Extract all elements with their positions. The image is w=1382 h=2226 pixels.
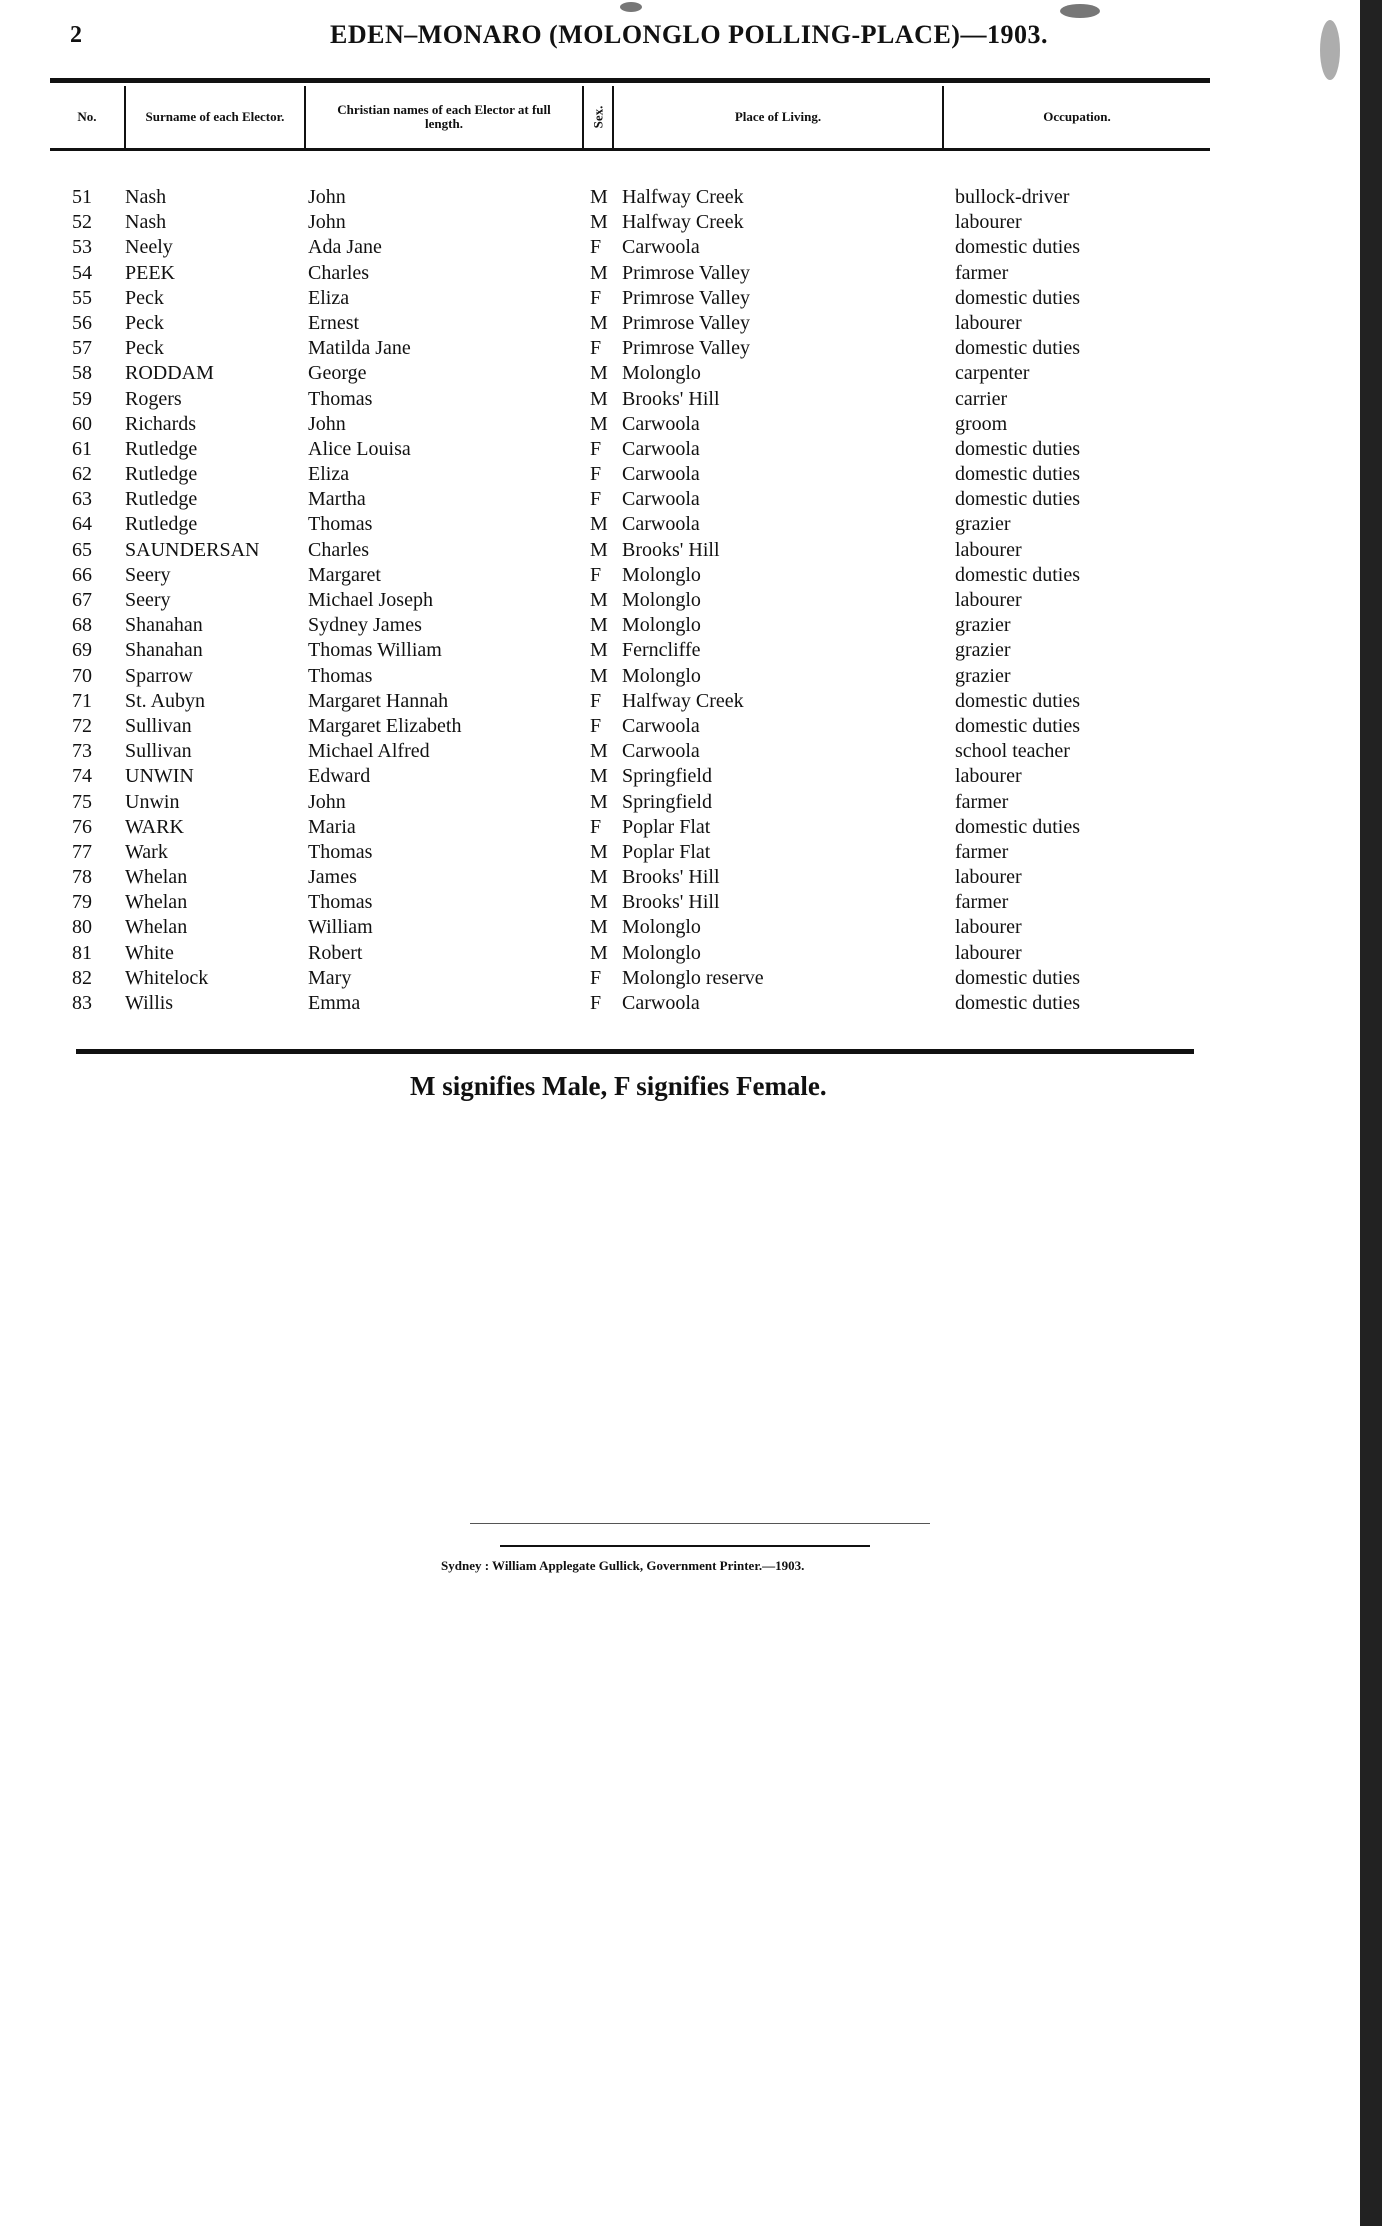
- elector-surname: UNWIN: [125, 765, 194, 788]
- elector-row: [50, 613, 1210, 638]
- elector-sex: F: [590, 689, 602, 712]
- elector-sex: M: [590, 916, 608, 939]
- elector-sex: M: [590, 840, 608, 863]
- elector-occupation: labourer: [955, 765, 1022, 788]
- elector-christian-names: Thomas: [308, 387, 373, 410]
- elector-row: [50, 261, 1210, 286]
- elector-number: 60: [72, 412, 92, 435]
- page-title: EDEN–MONARO (MOLONGLO POLLING-PLACE)—1903.: [330, 20, 1048, 49]
- elector-christian-names: George: [308, 362, 367, 385]
- print-speck: [1060, 4, 1100, 18]
- elector-occupation: labourer: [955, 866, 1022, 889]
- elector-place: Brooks' Hill: [622, 866, 720, 889]
- elector-surname: Seery: [125, 563, 171, 586]
- elector-christian-names: Margaret Hannah: [308, 689, 449, 712]
- elector-occupation: grazier: [955, 513, 1011, 536]
- elector-place: Halfway Creek: [622, 211, 744, 234]
- elector-place: Poplar Flat: [622, 840, 711, 863]
- elector-row: [50, 865, 1210, 890]
- elector-occupation: labourer: [955, 941, 1022, 964]
- elector-place: Primrose Valley: [622, 261, 750, 284]
- elector-place: Molonglo: [622, 362, 701, 385]
- elector-row: [50, 890, 1210, 915]
- elector-place: Carwoola: [622, 412, 700, 435]
- elector-surname: Unwin: [125, 790, 180, 813]
- elector-surname: Whelan: [125, 891, 188, 914]
- elector-occupation: grazier: [955, 639, 1011, 662]
- elector-place: Molonglo: [622, 664, 701, 687]
- elector-christian-names: Alice Louisa: [308, 437, 411, 460]
- elector-surname: Rutledge: [125, 463, 198, 486]
- elector-list: [50, 185, 1210, 1016]
- elector-row: [50, 437, 1210, 462]
- elector-surname: Whelan: [125, 916, 188, 939]
- elector-surname: Nash: [125, 186, 167, 208]
- elector-number: 55: [72, 286, 92, 309]
- elector-sex: M: [590, 891, 608, 914]
- elector-row: [50, 462, 1210, 487]
- elector-surname: Sullivan: [125, 714, 192, 737]
- elector-christian-names: Emma: [308, 992, 361, 1014]
- elector-row: [50, 790, 1210, 815]
- elector-occupation: domestic duties: [955, 689, 1080, 712]
- elector-christian-names: Thomas: [308, 664, 373, 687]
- elector-sex: M: [590, 186, 608, 208]
- elector-place: Ferncliffe: [622, 639, 701, 662]
- elector-occupation: labourer: [955, 589, 1022, 611]
- elector-place: Carwoola: [622, 714, 700, 737]
- elector-row: [50, 361, 1210, 386]
- elector-christian-names: Ernest: [308, 311, 360, 334]
- elector-surname: Rutledge: [125, 437, 198, 460]
- elector-occupation: domestic duties: [955, 563, 1080, 586]
- elector-surname: RODDAM: [125, 362, 214, 385]
- elector-sex: F: [590, 236, 602, 259]
- elector-surname: Shanahan: [125, 614, 203, 637]
- elector-number: 82: [72, 966, 92, 989]
- elector-sex: M: [590, 740, 608, 763]
- elector-place: Halfway Creek: [622, 186, 744, 208]
- elector-number: 62: [72, 463, 92, 486]
- elector-place: Carwoola: [622, 236, 700, 259]
- elector-occupation: domestic duties: [955, 437, 1080, 460]
- elector-place: Brooks' Hill: [622, 891, 720, 914]
- elector-place: Carwoola: [622, 437, 700, 460]
- elector-sex: M: [590, 790, 608, 813]
- elector-place: Halfway Creek: [622, 689, 744, 712]
- elector-place: Molonglo: [622, 589, 701, 611]
- elector-row: [50, 840, 1210, 865]
- elector-number: 64: [72, 513, 92, 536]
- elector-sex: F: [590, 815, 602, 838]
- elector-christian-names: Margaret Elizabeth: [308, 714, 462, 737]
- elector-number: 63: [72, 488, 92, 511]
- elector-row: [50, 311, 1210, 336]
- sex-legend: M signifies Male, F signifies Female.: [410, 1071, 827, 1101]
- elector-row: [50, 512, 1210, 537]
- elector-occupation: carpenter: [955, 362, 1030, 385]
- elector-surname: PEEK: [125, 261, 175, 284]
- elector-number: 79: [72, 891, 92, 914]
- imprint-rule-upper: [470, 1523, 930, 1524]
- elector-sex: F: [590, 488, 602, 511]
- elector-occupation: farmer: [955, 790, 1009, 813]
- elector-christian-names: William: [308, 916, 373, 939]
- elector-sex: M: [590, 362, 608, 385]
- elector-sex: M: [590, 866, 608, 889]
- elector-surname: Rogers: [125, 387, 182, 410]
- elector-christian-names: Margaret: [308, 563, 381, 586]
- header-sex: [584, 86, 614, 148]
- elector-christian-names: Eliza: [308, 463, 350, 486]
- elector-place: Carwoola: [622, 513, 700, 536]
- elector-number: 75: [72, 790, 92, 813]
- elector-number: 76: [72, 815, 92, 838]
- elector-christian-names: John: [308, 412, 346, 435]
- elector-surname: Peck: [125, 337, 164, 360]
- header-sex-label: Sex.: [590, 105, 605, 129]
- elector-sex: F: [590, 463, 602, 486]
- elector-christian-names: Thomas: [308, 891, 373, 914]
- elector-sex: M: [590, 412, 608, 435]
- elector-sex: F: [590, 337, 602, 360]
- elector-number: 81: [72, 941, 92, 964]
- elector-number: 73: [72, 740, 92, 763]
- elector-christian-names: Eliza: [308, 286, 350, 309]
- table-bottom-rule: [76, 1049, 1194, 1054]
- elector-christian-names: Thomas: [308, 840, 373, 863]
- print-speck: [620, 2, 642, 12]
- elector-number: 77: [72, 840, 92, 863]
- elector-occupation: domestic duties: [955, 992, 1080, 1014]
- elector-christian-names: Michael Joseph: [308, 589, 433, 611]
- elector-surname: Peck: [125, 286, 164, 309]
- elector-christian-names: Robert: [308, 941, 363, 964]
- elector-occupation: labourer: [955, 211, 1022, 234]
- elector-occupation: grazier: [955, 614, 1011, 637]
- elector-surname: Shanahan: [125, 639, 203, 662]
- elector-occupation: domestic duties: [955, 488, 1080, 511]
- elector-number: 65: [72, 538, 92, 561]
- elector-place: Molonglo: [622, 941, 701, 964]
- elector-christian-names: Charles: [308, 261, 370, 284]
- elector-occupation: school teacher: [955, 740, 1070, 763]
- elector-christian-names: Maria: [308, 815, 356, 838]
- elector-surname: St. Aubyn: [125, 689, 206, 712]
- elector-sex: M: [590, 211, 608, 234]
- elector-christian-names: John: [308, 186, 346, 208]
- elector-row: [50, 764, 1210, 789]
- imprint-rule: [500, 1545, 870, 1547]
- elector-christian-names: Charles: [308, 538, 370, 561]
- elector-sex: F: [590, 563, 602, 586]
- elector-number: 80: [72, 916, 92, 939]
- elector-christian-names: John: [308, 790, 346, 813]
- elector-occupation: labourer: [955, 916, 1022, 939]
- elector-sex: F: [590, 966, 602, 989]
- elector-sex: M: [590, 664, 608, 687]
- elector-surname: Sullivan: [125, 740, 192, 763]
- elector-surname: Willis: [125, 992, 174, 1014]
- elector-surname: Peck: [125, 311, 164, 334]
- elector-sex: M: [590, 765, 608, 788]
- elector-occupation: domestic duties: [955, 236, 1080, 259]
- elector-occupation: domestic duties: [955, 966, 1080, 989]
- elector-surname: White: [125, 941, 174, 964]
- elector-number: 78: [72, 866, 92, 889]
- elector-place: Poplar Flat: [622, 815, 711, 838]
- elector-row: [50, 941, 1210, 966]
- elector-number: 61: [72, 437, 92, 460]
- elector-row: [50, 286, 1210, 311]
- elector-sex: F: [590, 714, 602, 737]
- elector-row: [50, 638, 1210, 663]
- elector-occupation: domestic duties: [955, 815, 1080, 838]
- elector-place: Molonglo reserve: [622, 966, 764, 989]
- elector-surname: Sparrow: [125, 664, 193, 687]
- page-number: 2: [70, 22, 82, 48]
- elector-place: Primrose Valley: [622, 311, 750, 334]
- elector-place: Primrose Valley: [622, 286, 750, 309]
- elector-row: [50, 588, 1210, 613]
- elector-occupation: farmer: [955, 891, 1009, 914]
- elector-christian-names: Thomas: [308, 513, 373, 536]
- elector-occupation: carrier: [955, 387, 1008, 410]
- elector-number: 53: [72, 236, 92, 259]
- elector-row: [50, 235, 1210, 260]
- elector-sex: F: [590, 286, 602, 309]
- elector-number: 74: [72, 765, 92, 788]
- elector-number: 52: [72, 211, 92, 234]
- elector-surname: Wark: [125, 840, 168, 863]
- elector-place: Molonglo: [622, 916, 701, 939]
- elector-row: [50, 689, 1210, 714]
- elector-number: 69: [72, 639, 92, 662]
- page-edge-shadow: [1360, 0, 1382, 2226]
- elector-surname: Whitelock: [125, 966, 209, 989]
- elector-number: 66: [72, 563, 92, 586]
- elector-occupation: domestic duties: [955, 286, 1080, 309]
- elector-row: [50, 336, 1210, 361]
- elector-row: [50, 815, 1210, 840]
- header-place: Place of Living.: [614, 86, 944, 148]
- elector-surname: SAUNDERSAN: [125, 538, 260, 561]
- elector-sex: M: [590, 538, 608, 561]
- elector-sex: M: [590, 614, 608, 637]
- elector-surname: Seery: [125, 589, 171, 611]
- elector-occupation: domestic duties: [955, 337, 1080, 360]
- elector-sex: M: [590, 941, 608, 964]
- elector-sex: M: [590, 387, 608, 410]
- elector-christian-names: Michael Alfred: [308, 740, 430, 763]
- elector-number: 56: [72, 311, 92, 334]
- elector-place: Carwoola: [622, 463, 700, 486]
- header-christian-names: Christian names of each Elector at full length.: [306, 86, 584, 148]
- elector-sex: M: [590, 589, 608, 611]
- elector-number: 68: [72, 614, 92, 637]
- elector-christian-names: James: [308, 866, 357, 889]
- elector-christian-names: John: [308, 211, 346, 234]
- elector-place: Brooks' Hill: [622, 538, 720, 561]
- elector-surname: Neely: [125, 236, 173, 259]
- elector-row: [50, 991, 1210, 1016]
- elector-row: [50, 538, 1210, 563]
- elector-sex: F: [590, 437, 602, 460]
- elector-christian-names: Martha: [308, 488, 366, 511]
- elector-row: [50, 915, 1210, 940]
- elector-place: Brooks' Hill: [622, 387, 720, 410]
- print-speck: [1320, 20, 1340, 80]
- elector-occupation: groom: [955, 412, 1008, 435]
- elector-occupation: farmer: [955, 261, 1009, 284]
- elector-christian-names: Ada Jane: [308, 236, 382, 259]
- elector-number: 72: [72, 714, 92, 737]
- elector-surname: Rutledge: [125, 488, 198, 511]
- table-header: [50, 86, 1210, 151]
- elector-occupation: labourer: [955, 538, 1022, 561]
- elector-place: Molonglo: [622, 563, 701, 586]
- elector-row: [50, 714, 1210, 739]
- elector-sex: M: [590, 639, 608, 662]
- elector-row: [50, 387, 1210, 412]
- elector-surname: Rutledge: [125, 513, 198, 536]
- elector-place: Primrose Valley: [622, 337, 750, 360]
- elector-christian-names: Edward: [308, 765, 371, 788]
- elector-row: [50, 739, 1210, 764]
- elector-number: 71: [72, 689, 92, 712]
- elector-row: [50, 185, 1210, 210]
- elector-place: Springfield: [622, 790, 712, 813]
- elector-surname: Richards: [125, 412, 197, 435]
- elector-number: 57: [72, 337, 92, 360]
- elector-place: Carwoola: [622, 740, 700, 763]
- elector-place: Molonglo: [622, 614, 701, 637]
- elector-number: 70: [72, 664, 92, 687]
- printer-imprint: Sydney : William Applegate Gullick, Government Printer.—1903.: [441, 1558, 805, 1573]
- elector-sex: M: [590, 311, 608, 334]
- elector-row: [50, 563, 1210, 588]
- header-rule-top: [50, 78, 1210, 83]
- elector-sex: M: [590, 513, 608, 536]
- header-occupation: Occupation.: [1043, 109, 1111, 124]
- elector-christian-names: Matilda Jane: [308, 337, 411, 360]
- elector-row: [50, 664, 1210, 689]
- elector-place: Carwoola: [622, 992, 700, 1014]
- elector-christian-names: Thomas William: [308, 639, 442, 662]
- elector-occupation: bullock-driver: [955, 186, 1070, 208]
- elector-occupation: grazier: [955, 664, 1011, 687]
- elector-surname: WARK: [125, 815, 184, 838]
- elector-place: Springfield: [622, 765, 712, 788]
- elector-number: 58: [72, 362, 92, 385]
- elector-number: 83: [72, 992, 92, 1014]
- elector-place: Carwoola: [622, 488, 700, 511]
- elector-occupation: farmer: [955, 840, 1009, 863]
- elector-occupation: domestic duties: [955, 463, 1080, 486]
- elector-row: [50, 487, 1210, 512]
- elector-number: 54: [72, 261, 92, 284]
- elector-sex: M: [590, 261, 608, 284]
- elector-occupation: labourer: [955, 311, 1022, 334]
- elector-number: 51: [72, 186, 92, 208]
- elector-christian-names: Sydney James: [308, 614, 422, 637]
- header-no: No.: [50, 86, 126, 148]
- elector-occupation: domestic duties: [955, 714, 1080, 737]
- elector-christian-names: Mary: [308, 966, 352, 989]
- elector-row: [50, 412, 1210, 437]
- header-surname: Surname of each Elector.: [126, 86, 306, 148]
- elector-surname: Whelan: [125, 866, 188, 889]
- elector-row: [50, 210, 1210, 235]
- elector-row: [50, 966, 1210, 991]
- elector-surname: Nash: [125, 211, 167, 234]
- elector-number: 59: [72, 387, 92, 410]
- elector-number: 67: [72, 589, 92, 611]
- elector-sex: F: [590, 992, 602, 1014]
